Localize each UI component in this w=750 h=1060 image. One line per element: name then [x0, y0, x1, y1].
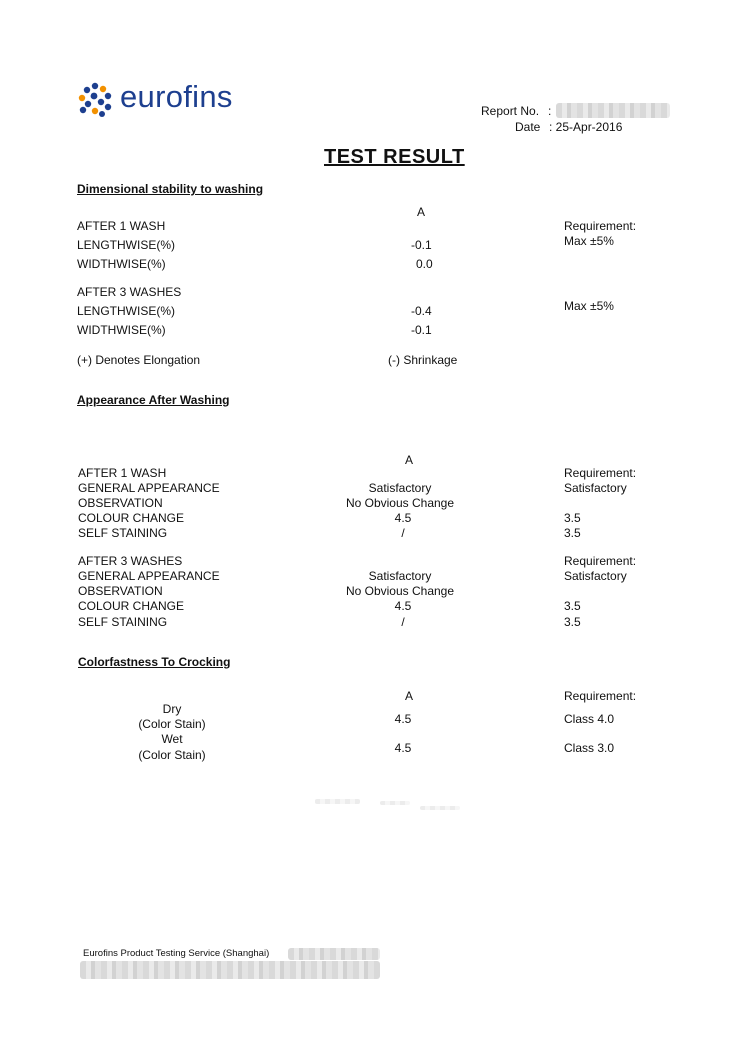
self-staining-label: SELF STAINING	[78, 615, 168, 629]
report-no-separator: :	[548, 104, 552, 118]
report-no-label: Report No.	[481, 104, 540, 118]
lengthwise-label: LENGTHWISE(%)	[77, 238, 176, 252]
observation-label: OBSERVATION	[78, 584, 163, 598]
column-a-header: A	[417, 205, 426, 219]
elongation-note: (+) Denotes Elongation	[77, 353, 201, 367]
wet-value: 4.5	[394, 741, 412, 755]
dry-value: 4.5	[394, 712, 412, 726]
page-title: TEST RESULT	[324, 146, 465, 168]
footer-address-redacted	[288, 948, 380, 960]
after-1-wash-label: AFTER 1 WASH	[77, 219, 166, 233]
colour-change-requirement: 3.5	[564, 511, 581, 525]
dry-color-stain-label: (Color Stain)	[138, 717, 206, 731]
widthwise-label: WIDTHWISE(%)	[77, 257, 166, 271]
eurofins-dots-icon	[78, 82, 114, 118]
after-3-washes-label: AFTER 3 WASHES	[78, 554, 183, 568]
date-value: : 25-Apr-2016	[549, 120, 623, 134]
wet-color-stain-label: (Color Stain)	[138, 748, 206, 762]
observation-label: OBSERVATION	[78, 496, 163, 510]
general-appearance-value: Satisfactory	[368, 481, 432, 495]
self-staining-requirement: 3.5	[564, 526, 581, 540]
dry-requirement: Class 4.0	[564, 712, 615, 726]
lengthwise-value: -0.1	[411, 238, 432, 252]
lengthwise-value: -0.4	[411, 304, 432, 318]
logo-wordmark: eurofins	[120, 79, 233, 114]
section-heading-crocking: Colorfastness To Crocking	[78, 655, 231, 669]
colour-change-requirement: 3.5	[564, 599, 581, 613]
wet-label: Wet	[161, 732, 183, 746]
dry-label: Dry	[162, 702, 182, 716]
date-label: Date	[515, 120, 541, 134]
general-appearance-requirement: Satisfactory	[564, 481, 627, 495]
after-3-washes-label: AFTER 3 WASHES	[77, 285, 182, 299]
requirement-value: Max ±5%	[564, 299, 614, 313]
wet-requirement: Class 3.0	[564, 741, 615, 755]
lengthwise-label: LENGTHWISE(%)	[77, 304, 176, 318]
column-a-header: A	[405, 453, 414, 467]
widthwise-value: -0.1	[411, 323, 432, 337]
faint-stamp-mark	[420, 806, 460, 810]
observation-value: No Obvious Change	[345, 584, 455, 598]
report-no-redacted	[556, 103, 670, 118]
section-heading-dimensional: Dimensional stability to washing	[77, 182, 264, 196]
self-staining-requirement: 3.5	[564, 615, 581, 629]
general-appearance-label: GENERAL APPEARANCE	[78, 481, 220, 495]
general-appearance-value: Satisfactory	[368, 569, 432, 583]
colour-change-value: 4.5	[394, 599, 412, 613]
colour-change-value: 4.5	[394, 511, 412, 525]
colour-change-label: COLOUR CHANGE	[78, 511, 185, 525]
requirement-label: Requirement:	[564, 466, 637, 480]
requirement-label: Requirement:	[564, 554, 637, 568]
widthwise-value: 0.0	[416, 257, 433, 271]
self-staining-value: /	[401, 526, 405, 540]
requirement-label: Requirement:	[564, 219, 637, 233]
colour-change-label: COLOUR CHANGE	[78, 599, 185, 613]
faint-stamp-mark	[380, 801, 410, 805]
section-heading-appearance: Appearance After Washing	[77, 393, 230, 407]
self-staining-label: SELF STAINING	[78, 526, 168, 540]
shrinkage-note: (-) Shrinkage	[388, 353, 458, 367]
footer-company-name: Eurofins Product Testing Service (Shanghai)	[83, 948, 270, 959]
requirement-label: Requirement:	[564, 689, 637, 703]
general-appearance-label: GENERAL APPEARANCE	[78, 569, 220, 583]
general-appearance-requirement: Satisfactory	[564, 569, 627, 583]
widthwise-label: WIDTHWISE(%)	[77, 323, 166, 337]
requirement-value: Max ±5%	[564, 234, 614, 248]
self-staining-value: /	[401, 615, 405, 629]
footer-address-redacted	[80, 961, 380, 979]
after-1-wash-label: AFTER 1 WASH	[78, 466, 167, 480]
column-a-header: A	[405, 689, 414, 703]
faint-stamp-mark	[315, 799, 360, 804]
observation-value: No Obvious Change	[345, 496, 455, 510]
